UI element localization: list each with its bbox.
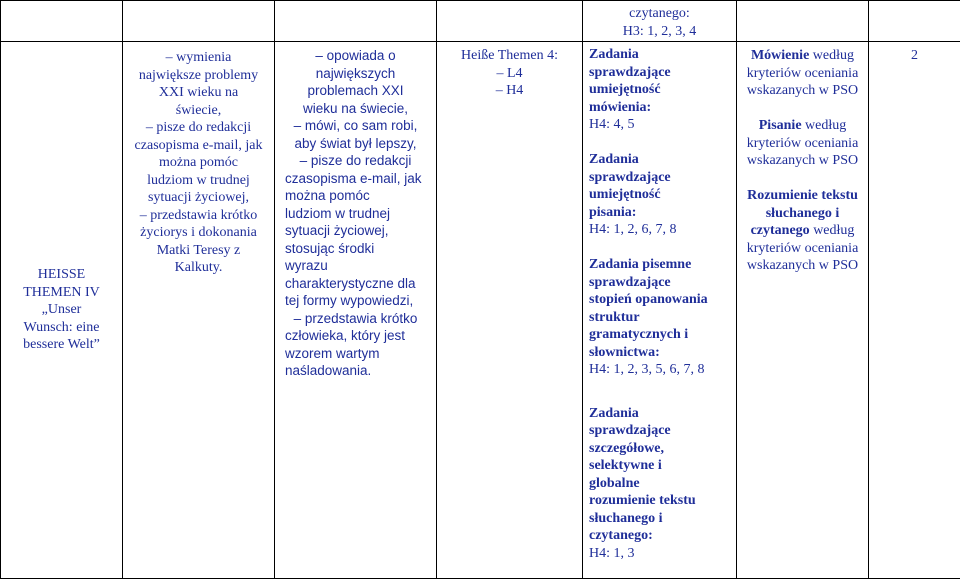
requirement-line: największe problemy [138,67,259,83]
requirement-line: – pisze do redakcji [299,153,412,168]
task-label: sprawdzające [589,169,671,185]
requirement-line: czasopisma e-mail, jak [285,170,422,186]
requirement-line: XXI wieku na [158,85,239,100]
criteria-text: według [809,223,855,238]
requirement-line: – pisze do redakcji [145,120,252,135]
top-cell-7 [869,1,960,42]
requirement-line: charakterystyczne dla [285,275,416,291]
requirement-line: ludziom w trudnej [285,205,391,221]
requirement-line: – mówi, co sam robi, [293,118,418,133]
criteria-text: kryteriów oceniania [746,65,859,81]
task-label: czytanego: [589,528,653,543]
task-value: H4: 1, 2, 6, 7, 8 [589,222,677,237]
requirement-line: aby świat był lepszy, [294,135,417,151]
top-cell-1 [1,1,123,42]
textbook-lesson: – H4 [495,83,524,98]
task-label: umiejętność [589,187,661,202]
textbook-reference-cell [437,42,583,579]
requirement-line: – przedstawia krótko [293,310,418,326]
task-label: struktur [589,309,640,325]
requirement-line: tej formy wypowiedzi, [285,293,414,308]
basic-requirements-cell [123,42,275,579]
criteria-speaking [741,47,864,65]
requirement-line: czasopisma e-mail, jak [134,137,263,153]
textbook-lesson: – L4 [496,65,523,81]
task-value: H4: 4, 5 [589,117,635,132]
criteria-text: według [809,48,855,63]
criteria-text: wskazanych w PSO [746,153,859,168]
requirement-line: największych [315,65,396,81]
task-label: Zadania [589,405,639,421]
hours-cell [869,42,960,579]
top-cell-6 [737,1,869,42]
requirement-line: – opowiada o [315,48,396,63]
criteria-text: według [801,118,847,133]
reading-label-continued: czytanego: [629,6,690,21]
topic-line: Wunsch: eine [23,319,100,335]
requirement-line: sytuacji życiowej, [147,190,250,205]
task-label: gramatycznych i [589,327,689,342]
task-label: Zadania pisemne [589,257,692,272]
task-label: Zadania [589,47,639,62]
requirement-line: wyrazu [285,258,328,273]
requirement-line: problemach XXI [307,83,404,98]
task-value: H4: 1, 2, 3, 5, 6, 7, 8 [589,362,705,377]
table-row [1,1,960,42]
topic-line: „Unser [41,302,82,318]
assessment-tasks-cell [583,42,737,579]
requirement-line: ludziom w trudnej [147,172,250,188]
criteria-label: Rozumienie tekstu [747,188,858,203]
spacer [741,170,864,188]
topic-line: bessere Welt” [23,337,100,353]
hours-value: 2 [911,48,918,63]
task-value: H4: 1, 3 [589,545,635,561]
top-cell-3 [275,1,437,42]
task-label: globalne [589,475,640,491]
requirement-line: wzorem wartym [285,345,380,361]
task-label: słuchanego i [589,510,663,526]
extended-requirements-cell [275,42,437,579]
requirement-line: naśladowania. [285,363,372,378]
requirement-line: człowieka, który jest [285,328,406,343]
top-cell-2 [123,1,275,42]
table-row [1,42,960,579]
spacer [741,100,864,118]
requirement-line: wieku na świecie, [302,100,409,116]
reading-tasks-h3: H3: 1, 2, 3, 4 [622,23,697,39]
requirement-line: życiorys i dokonania [140,225,257,240]
task-label: Zadania [589,152,639,167]
criteria-text: wskazanych w PSO [746,258,859,273]
topic-line: THEMEN IV [23,284,100,300]
criteria-text: wskazanych w PSO [746,83,859,98]
topic-cell [1,42,123,579]
requirement-line: Kalkuty. [174,260,223,275]
requirement-line: można pomóc [159,155,238,170]
top-cell-5 [583,1,737,42]
criteria-text: kryteriów oceniania [746,240,859,256]
task-label: rozumienie tekstu [589,493,696,508]
task-label: stopień opanowania [589,292,708,307]
topic-line: HEISSE [37,267,86,283]
criteria-label: Pisanie [758,118,802,133]
spacer [589,379,732,405]
criteria-label: czytanego [750,223,810,238]
requirement-line: świecie, [175,102,222,118]
task-label: słownictwa: [589,344,660,360]
top-cell-4 [437,1,583,42]
task-label: sprawdzające [589,274,671,290]
task-label: selektywne i [589,458,662,473]
criteria-label: Mówienie [750,48,810,63]
task-label: pisania: [589,204,637,220]
textbook-title: Heiße Themen 4: [461,48,558,63]
requirement-line: można pomóc [285,188,370,203]
criteria-writing [741,117,864,135]
task-label: sprawdzające [589,64,671,80]
requirement-line: – przedstawia krótko [139,207,258,223]
task-label: szczegółowe, [589,440,665,456]
task-label: umiejętność [589,82,661,97]
task-label: mówienia: [589,99,652,115]
requirement-line: sytuacji życiowej, [285,223,389,238]
grading-criteria-cell [737,42,869,579]
requirement-line: – wymienia [165,50,232,65]
criteria-reading [741,222,864,240]
spacer [589,239,732,257]
criteria-text: kryteriów oceniania [746,135,859,151]
spacer [589,134,732,152]
requirement-line: stosując środki [285,240,375,256]
criteria-label: słuchanego i [765,205,840,221]
requirement-line: Matki Teresy z [156,242,241,258]
task-label: sprawdzające [589,423,671,438]
